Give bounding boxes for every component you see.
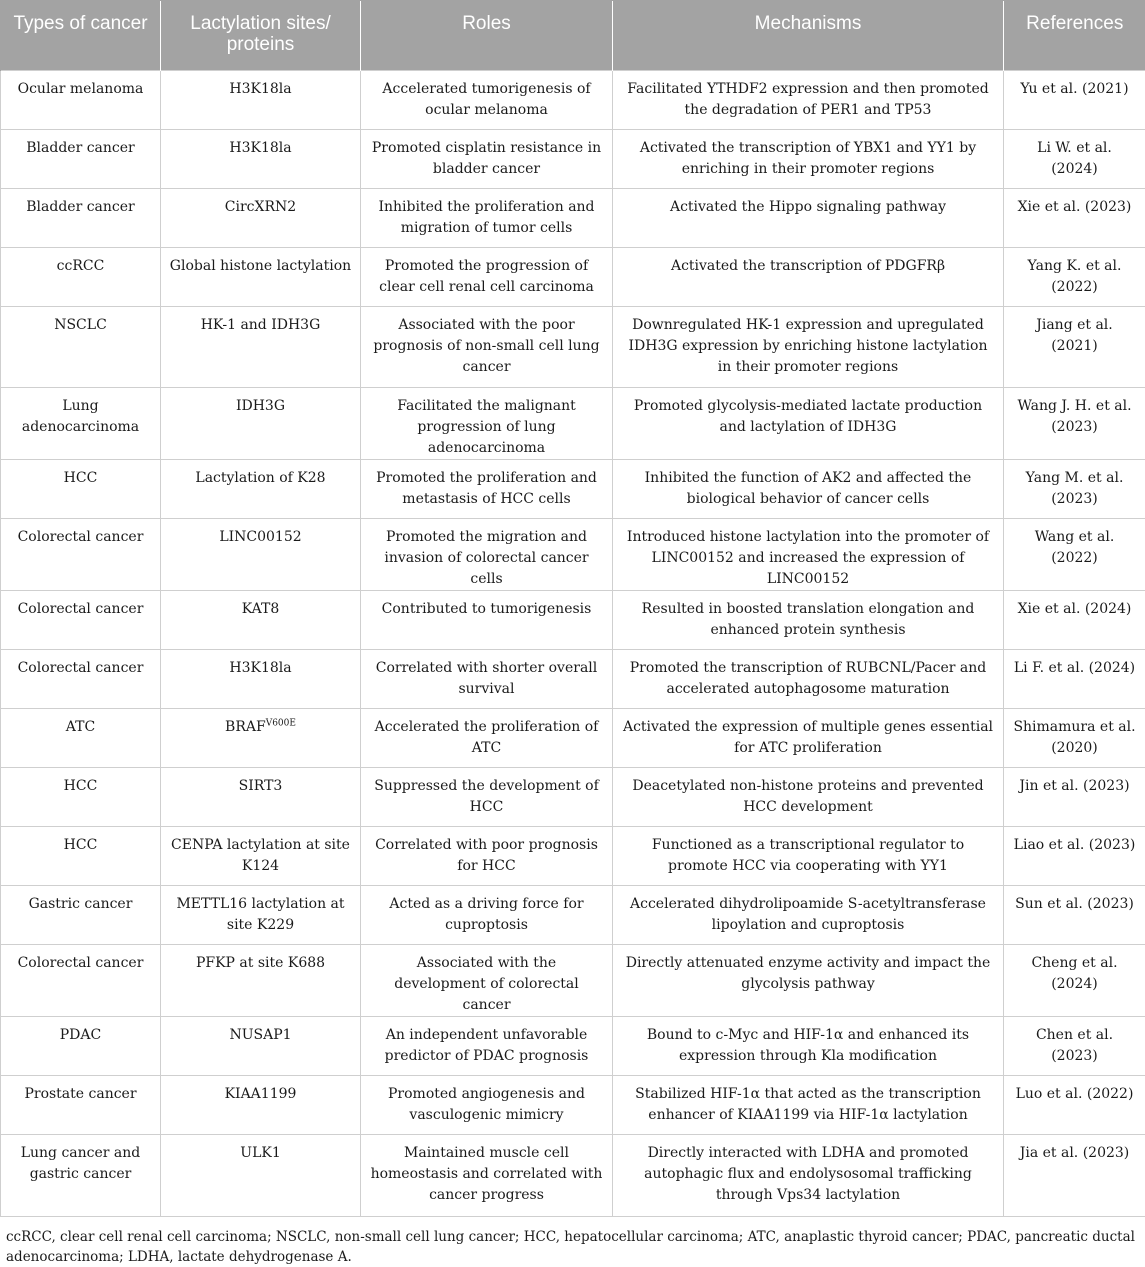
cell-lactylation-site (161, 189, 361, 248)
cell-lactylation-site-text: PFKP at site K688 (196, 955, 325, 971)
header-mechanisms: Mechanisms (613, 1, 1004, 71)
cell-cancer-type (1, 1076, 161, 1135)
cell-mechanism-text: Directly interacted with LDHA and promoted autophagic flux and endolysosomal trafficking through Vps34 lactylation (644, 1145, 972, 1203)
cell-mechanism (613, 945, 1004, 1017)
cell-reference (1004, 945, 1145, 1017)
cell-reference-text: Li W. et al. (2024) (1037, 140, 1112, 177)
cell-reference (1004, 388, 1145, 460)
cell-reference (1004, 1135, 1145, 1217)
cell-role-text: Accelerated the proliferation of ATC (375, 719, 599, 756)
cell-cancer-type-text: ccRCC (57, 258, 105, 274)
table-row (1, 388, 1145, 460)
cell-lactylation-site-text: NUSAP1 (229, 1027, 291, 1043)
cell-cancer-type (1, 768, 161, 827)
cell-reference-text: Sun et al. (2023) (1015, 896, 1134, 912)
cell-lactylation-site-text: METTL16 lactylation at site K229 (176, 896, 344, 933)
cell-mechanism-text: Inhibited the function of AK2 and affected the biological behavior of cancer cells (645, 470, 972, 507)
cell-reference-text: Liao et al. (2023) (1014, 837, 1136, 853)
cell-role-text: Acted as a driving force for cuproptosis (389, 896, 583, 933)
cell-role-text: Inhibited the proliferation and migration of tumor cells (378, 199, 594, 236)
cell-reference-text: Wang J. H. et al. (2023) (1017, 398, 1131, 435)
table-row (1, 189, 1145, 248)
cell-lactylation-site-text: H3K18la (229, 660, 291, 676)
table-row (1, 307, 1145, 388)
cell-role-text: Facilitated the malignant progression of lung adenocarcinoma (397, 398, 576, 456)
table-row (1, 130, 1145, 189)
cell-reference-text: Jia et al. (2023) (1020, 1145, 1130, 1161)
cell-reference (1004, 519, 1145, 591)
cell-role (361, 1076, 613, 1135)
cell-cancer-type (1, 945, 161, 1017)
cell-reference (1004, 650, 1145, 709)
cell-cancer-type-text: HCC (64, 470, 98, 486)
cell-lactylation-site-text: Lactylation of K28 (195, 470, 325, 486)
cell-cancer-type-text: Colorectal cancer (18, 955, 144, 971)
cell-mechanism-text: Directly attenuated enzyme activity and impact the glycolysis pathway (626, 955, 991, 992)
cell-mechanism (613, 1076, 1004, 1135)
cell-cancer-type-text: HCC (64, 778, 98, 794)
cell-cancer-type (1, 189, 161, 248)
cell-mechanism-text: Facilitated YTHDF2 expression and then promoted the degradation of PER1 and TP53 (627, 81, 988, 118)
header-types-of-cancer: Types of cancer (1, 1, 161, 71)
cell-cancer-type (1, 1017, 161, 1076)
cell-reference (1004, 886, 1145, 945)
table-row (1, 709, 1145, 768)
cell-mechanism-text: Stabilized HIF-1α that acted as the transcription enhancer of KIAA1199 via HIF-1α lactylation (635, 1086, 981, 1123)
cell-reference (1004, 827, 1145, 886)
cell-role-text: Correlated with poor prognosis for HCC (375, 837, 598, 874)
cell-reference (1004, 307, 1145, 388)
cell-cancer-type (1, 591, 161, 650)
cell-lactylation-site (161, 945, 361, 1017)
cell-lactylation-site (161, 130, 361, 189)
cell-mechanism (613, 71, 1004, 130)
cell-cancer-type-text: Ocular melanoma (18, 81, 144, 97)
cell-lactylation-site (161, 248, 361, 307)
cell-lactylation-site (161, 1135, 361, 1217)
cell-reference-text: Li F. et al. (2024) (1014, 660, 1135, 676)
cell-cancer-type (1, 460, 161, 519)
cell-mechanism-text: Activated the Hippo signaling pathway (670, 199, 946, 215)
cell-mechanism-text: Downregulated HK-1 expression and upregulated IDH3G expression by enriching histone lactylation in their promoter regions (629, 317, 988, 375)
cell-reference-text: Cheng et al. (2024) (1031, 955, 1117, 992)
cell-role (361, 71, 613, 130)
cell-reference (1004, 709, 1145, 768)
mutation-superscript: V600E (266, 718, 296, 728)
cell-cancer-type-text: Lung adenocarcinoma (22, 398, 139, 435)
table-row (1, 768, 1145, 827)
cell-cancer-type (1, 388, 161, 460)
cell-lactylation-site (161, 460, 361, 519)
cell-reference-text: Xie et al. (2023) (1018, 199, 1132, 215)
cell-lactylation-site (161, 768, 361, 827)
cell-cancer-type-text: Colorectal cancer (18, 601, 144, 617)
cell-reference (1004, 130, 1145, 189)
cell-reference (1004, 460, 1145, 519)
header-lactylation-sites: Lactylation sites/ proteins (161, 1, 361, 71)
cell-role (361, 460, 613, 519)
cell-lactylation-site (161, 650, 361, 709)
cell-role-text: Associated with the poor prognosis of non-small cell lung cancer (373, 317, 599, 375)
cell-lactylation-site-text: BRAF (225, 719, 266, 735)
cell-role-text: Maintained muscle cell homeostasis and correlated with cancer progress (371, 1145, 603, 1203)
cell-lactylation-site-text: HK-1 and IDH3G (201, 317, 321, 333)
cell-lactylation-site-text: H3K18la (229, 140, 291, 156)
cell-cancer-type-text: Lung cancer and gastric cancer (21, 1145, 141, 1182)
cell-lactylation-site-text: CircXRN2 (225, 199, 296, 215)
cell-reference-text: Yang K. et al. (2022) (1028, 258, 1122, 295)
cell-lactylation-site-text: CENPA lactylation at site K124 (171, 837, 350, 874)
cell-cancer-type (1, 130, 161, 189)
table-row (1, 248, 1145, 307)
cell-reference (1004, 248, 1145, 307)
cell-role-text: Promoted the migration and invasion of colorectal cancer cells (384, 529, 588, 587)
cell-role-text: Promoted the proliferation and metastasis of HCC cells (376, 470, 597, 507)
cell-lactylation-site (161, 827, 361, 886)
cell-role (361, 827, 613, 886)
cell-reference (1004, 768, 1145, 827)
cell-mechanism-text: Promoted the transcription of RUBCNL/Pacer and accelerated autophagosome maturation (630, 660, 986, 697)
cell-mechanism-text: Activated the transcription of YBX1 and YY1 by enriching in their promoter regions (640, 140, 976, 177)
cell-reference-text: Yu et al. (2021) (1020, 81, 1128, 97)
cell-reference-text: Jin et al. (2023) (1019, 778, 1129, 794)
cell-mechanism-text: Functioned as a transcriptional regulator to promote HCC via cooperating with YY1 (652, 837, 964, 874)
cell-lactylation-site (161, 591, 361, 650)
cell-mechanism (613, 307, 1004, 388)
cell-mechanism-text: Resulted in boosted translation elongation and enhanced protein synthesis (642, 601, 975, 638)
cell-mechanism-text: Accelerated dihydrolipoamide S-acetyltransferase lipoylation and cuproptosis (630, 896, 986, 933)
cell-role-text: Promoted the progression of clear cell renal cell carcinoma (379, 258, 594, 295)
cell-reference-text: Xie et al. (2024) (1018, 601, 1132, 617)
cell-lactylation-site (161, 71, 361, 130)
cell-role-text: Promoted angiogenesis and vasculogenic mimicry (388, 1086, 585, 1123)
cell-role (361, 248, 613, 307)
cell-cancer-type (1, 248, 161, 307)
cell-lactylation-site (161, 1017, 361, 1076)
cell-role (361, 519, 613, 591)
cell-role-text: An independent unfavorable predictor of PDAC prognosis (385, 1027, 589, 1064)
cell-reference-text: Yang M. et al. (2023) (1026, 470, 1124, 507)
cell-mechanism-text: Activated the expression of multiple genes essential for ATC proliferation (623, 719, 993, 756)
cell-reference (1004, 1017, 1145, 1076)
cell-cancer-type-text: HCC (64, 837, 98, 853)
cell-mechanism (613, 886, 1004, 945)
cell-lactylation-site-text: SIRT3 (239, 778, 283, 794)
cell-mechanism (613, 189, 1004, 248)
cell-lactylation-site-text: KAT8 (242, 601, 279, 617)
table-row (1, 1017, 1145, 1076)
cell-reference (1004, 71, 1145, 130)
cell-lactylation-site-text: Global histone lactylation (170, 258, 351, 274)
cell-role (361, 768, 613, 827)
cell-reference (1004, 189, 1145, 248)
table-body (1, 71, 1145, 1217)
cell-cancer-type-text: Bladder cancer (26, 140, 135, 156)
cell-lactylation-site-text: ULK1 (240, 1145, 280, 1161)
cell-cancer-type-text: Colorectal cancer (18, 529, 144, 545)
table-row (1, 1076, 1145, 1135)
cell-role (361, 650, 613, 709)
cell-reference-text: Jiang et al. (2021) (1036, 317, 1113, 354)
cell-mechanism (613, 460, 1004, 519)
cell-lactylation-site-text: KIAA1199 (225, 1086, 297, 1102)
cell-cancer-type (1, 519, 161, 591)
cell-reference (1004, 1076, 1145, 1135)
cell-cancer-type-text: Colorectal cancer (18, 660, 144, 676)
cell-mechanism (613, 248, 1004, 307)
cell-mechanism (613, 519, 1004, 591)
header-roles: Roles (361, 1, 613, 71)
cell-lactylation-site-text: H3K18la (229, 81, 291, 97)
cell-role-text: Contributed to tumorigenesis (382, 601, 592, 617)
cell-cancer-type-text: Prostate cancer (24, 1086, 136, 1102)
cell-lactylation-site (161, 307, 361, 388)
cell-cancer-type-text: NSCLC (54, 317, 107, 333)
cell-role (361, 1017, 613, 1076)
cell-role-text: Promoted cisplatin resistance in bladder cancer (372, 140, 601, 177)
cell-lactylation-site (161, 709, 361, 768)
cell-mechanism (613, 827, 1004, 886)
cell-role-text: Correlated with shorter overall survival (376, 660, 598, 697)
header-references: References (1004, 1, 1145, 71)
cell-mechanism (613, 1017, 1004, 1076)
cell-cancer-type-text: PDAC (60, 1027, 101, 1043)
table-row (1, 945, 1145, 1017)
cell-mechanism-text: Deacetylated non-histone proteins and prevented HCC development (632, 778, 983, 815)
table-row (1, 650, 1145, 709)
table-row (1, 827, 1145, 886)
cell-role (361, 709, 613, 768)
cell-lactylation-site (161, 519, 361, 591)
cell-mechanism (613, 388, 1004, 460)
table-header-row (1, 1, 1145, 71)
cell-role (361, 189, 613, 248)
cell-lactylation-site (161, 886, 361, 945)
cell-cancer-type-text: Gastric cancer (29, 896, 133, 912)
cell-mechanism-text: Introduced histone lactylation into the promoter of LINC00152 and increased the expression of LINC00152 (627, 529, 989, 587)
table-row (1, 591, 1145, 650)
cell-cancer-type (1, 71, 161, 130)
cell-role-text: Suppressed the development of HCC (374, 778, 599, 815)
cell-role (361, 1135, 613, 1217)
cell-mechanism (613, 1135, 1004, 1217)
cell-role (361, 591, 613, 650)
cell-cancer-type (1, 307, 161, 388)
cell-role-text: Associated with the development of colorectal cancer (394, 955, 578, 1013)
cell-lactylation-site (161, 388, 361, 460)
cell-mechanism (613, 650, 1004, 709)
cell-lactylation-site-text: IDH3G (236, 398, 285, 414)
cell-role (361, 307, 613, 388)
cell-cancer-type-text: Bladder cancer (26, 199, 135, 215)
cell-mechanism-text: Activated the transcription of PDGFRβ (671, 258, 945, 274)
cell-cancer-type-text: ATC (66, 719, 95, 735)
cell-role-text: Accelerated tumorigenesis of ocular melanoma (382, 81, 590, 118)
cell-reference-text: Wang et al. (2022) (1035, 529, 1115, 566)
cell-reference-text: Chen et al. (2023) (1036, 1027, 1113, 1064)
table-row (1, 886, 1145, 945)
cell-role (361, 886, 613, 945)
cell-mechanism-text: Promoted glycolysis-mediated lactate production and lactylation of IDH3G (634, 398, 982, 435)
cell-lactylation-site-text: LINC00152 (219, 529, 301, 545)
cell-mechanism (613, 130, 1004, 189)
cell-cancer-type (1, 886, 161, 945)
cell-reference-text: Luo et al. (2022) (1016, 1086, 1134, 1102)
table-row (1, 460, 1145, 519)
cell-mechanism-text: Bound to c-Myc and HIF-1α and enhanced its expression through Kla modification (647, 1027, 969, 1064)
table-row (1, 71, 1145, 130)
table-row (1, 519, 1145, 591)
cell-cancer-type (1, 709, 161, 768)
table-row (1, 1135, 1145, 1217)
cell-mechanism (613, 768, 1004, 827)
cell-reference (1004, 591, 1145, 650)
table-footnote: ccRCC, clear cell renal cell carcinoma; NSCLC, non-small cell lung cancer; HCC, hepatocellular carcinoma; ATC, anaplastic thyroid cancer; PDAC, pancreatic ductal adenocarcinoma; LDHA, lactate dehydrogenase A. (0, 1217, 1145, 1267)
cell-mechanism (613, 709, 1004, 768)
cell-mechanism (613, 591, 1004, 650)
cell-role (361, 388, 613, 460)
cell-role (361, 130, 613, 189)
cell-role (361, 945, 613, 1017)
cell-lactylation-site (161, 1076, 361, 1135)
cell-cancer-type (1, 827, 161, 886)
cell-cancer-type (1, 650, 161, 709)
cell-cancer-type (1, 1135, 161, 1217)
cell-reference-text: Shimamura et al. (2020) (1013, 719, 1135, 756)
